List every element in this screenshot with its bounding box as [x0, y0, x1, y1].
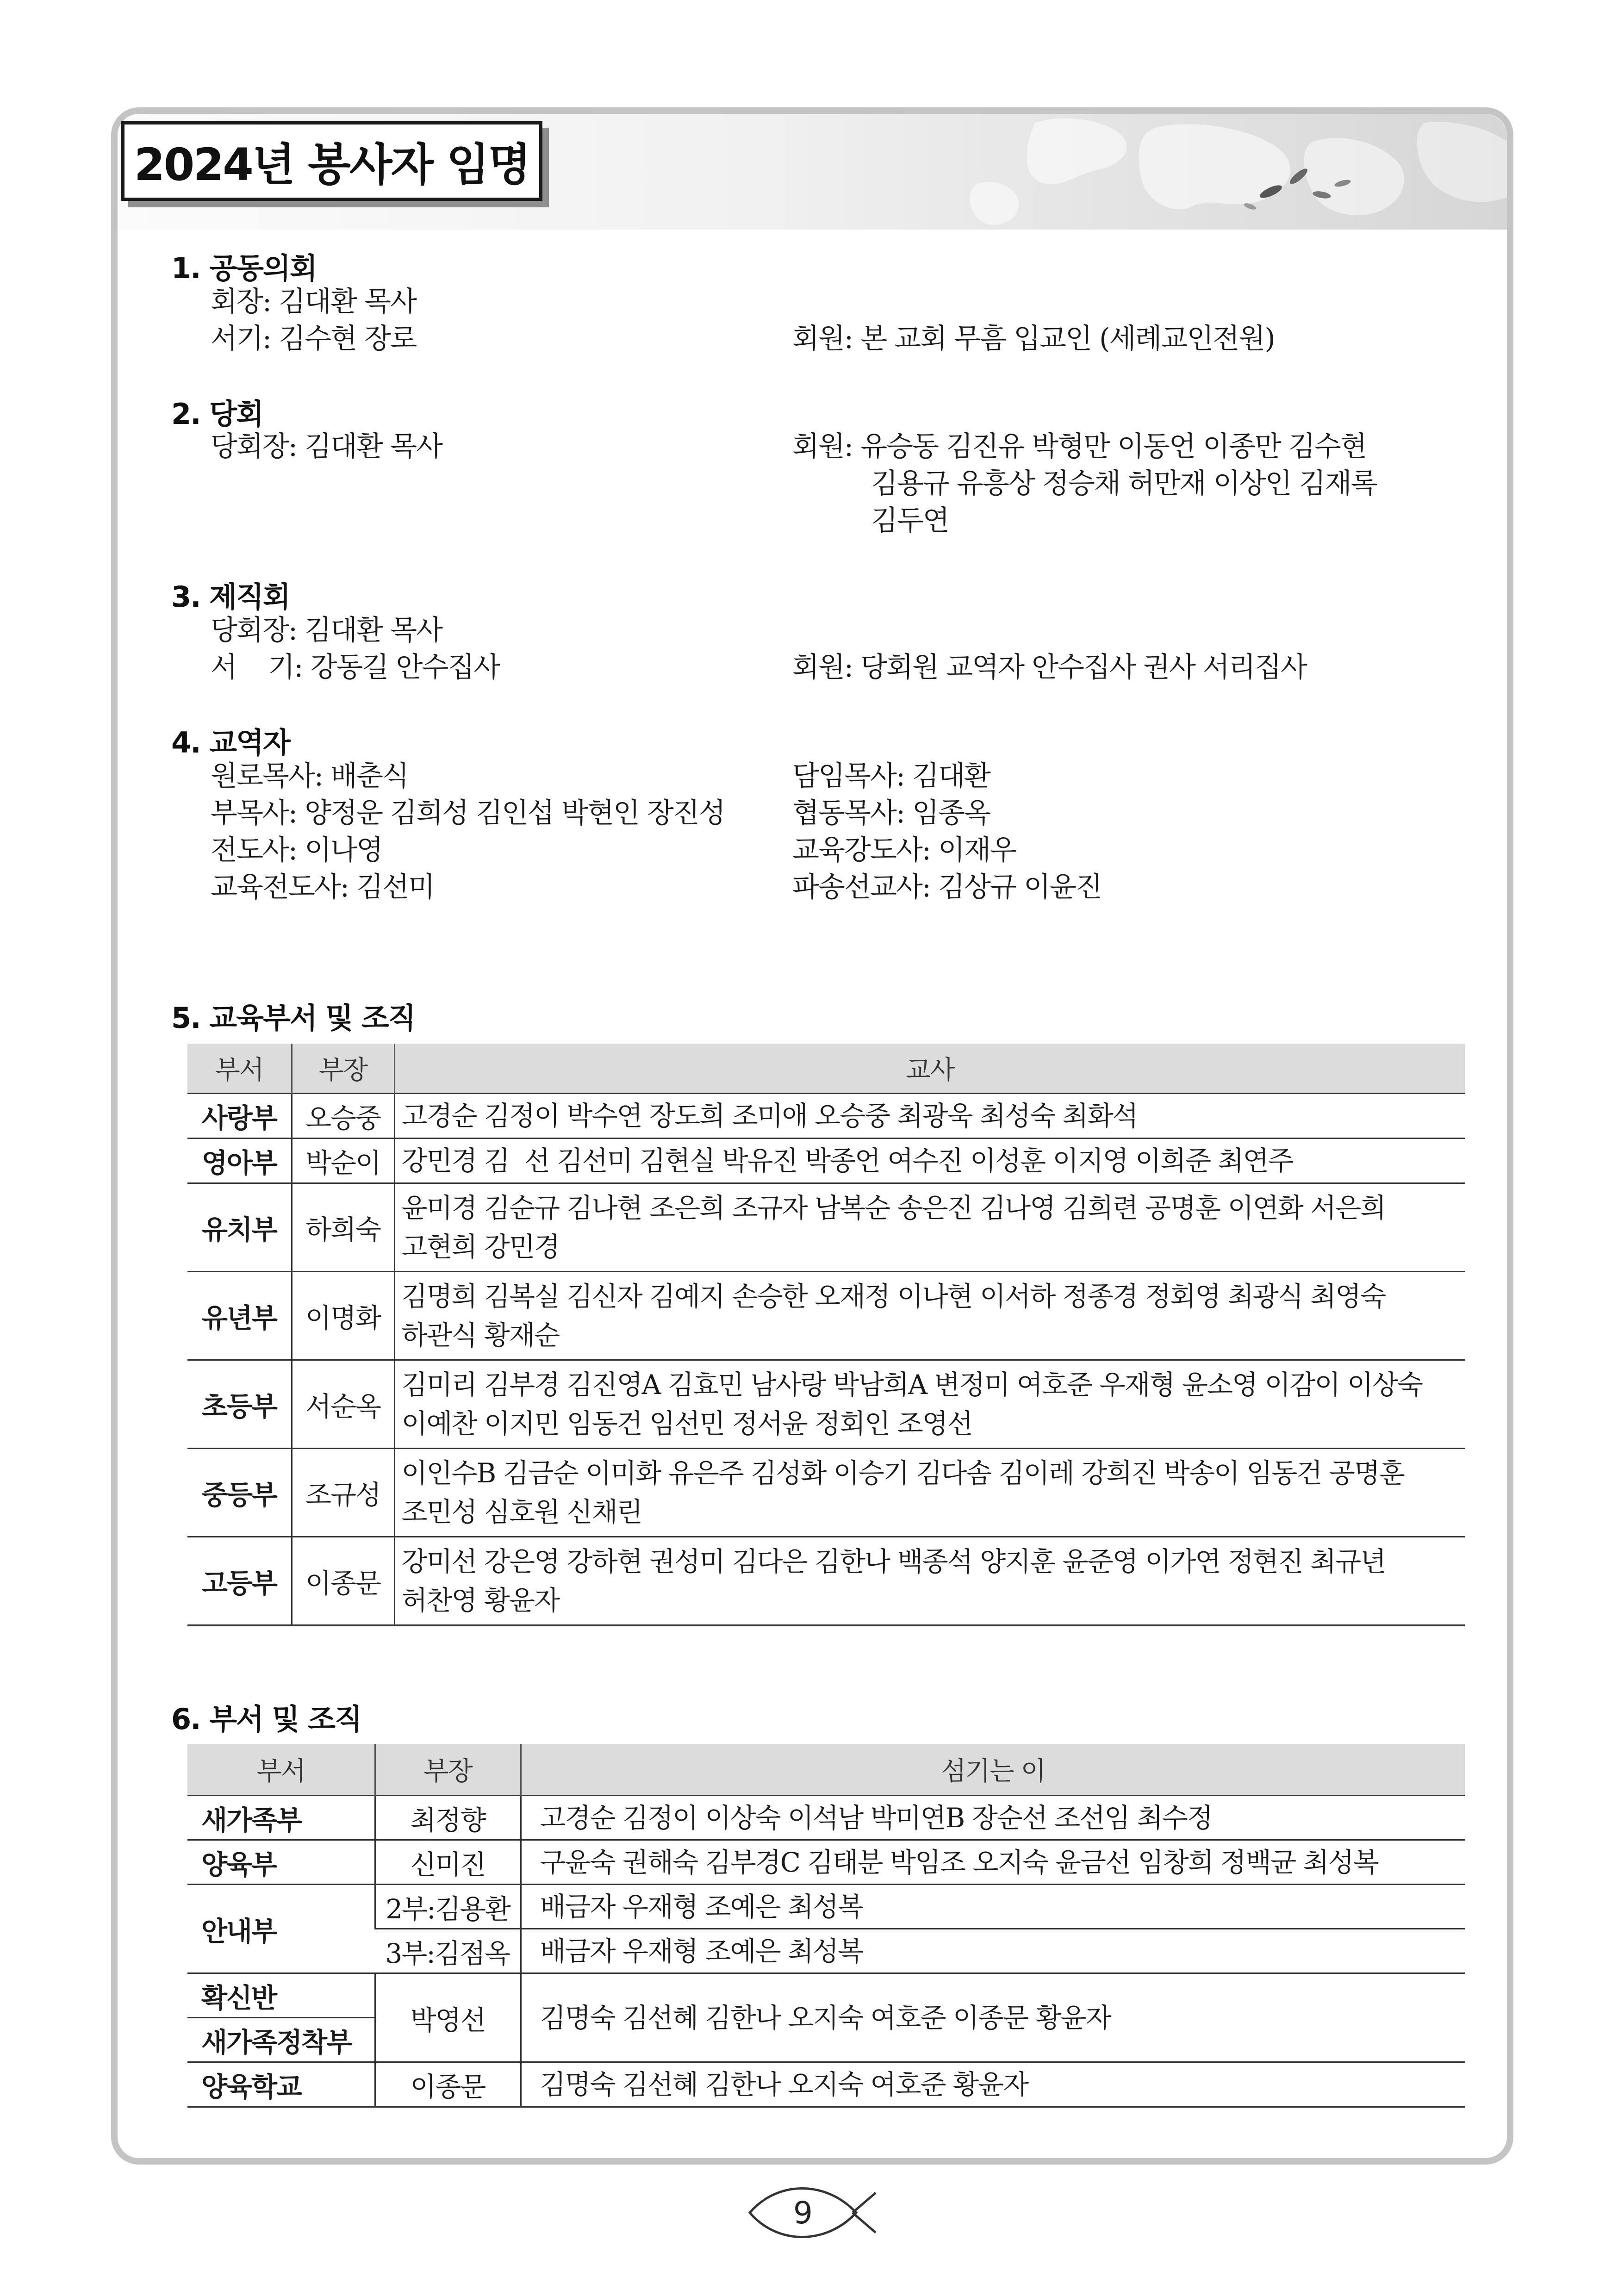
section-heading-5: 5. 교육부서 및 조직: [171, 1001, 415, 1035]
s2-left-line: 당회장: 김대환 목사: [211, 430, 442, 463]
teacher-line: 김미리 김부경 김진영A 김효민 남사랑 박남희A 변정미 여호준 우재형 윤소영 이감이 이상숙: [401, 1369, 1423, 1400]
teacher-list: [394, 1094, 1465, 1139]
teacher-list: [394, 1449, 1465, 1537]
education-dept-table: [187, 1044, 1465, 1626]
dept-head: 오승중: [292, 1094, 394, 1139]
dept-name: 확신반: [187, 1973, 375, 2018]
teacher-line: 하관식 황재순: [401, 1319, 560, 1351]
dept-name: 새가족정착부: [187, 2018, 375, 2062]
table-row: [187, 1139, 1465, 1183]
s2-right-line: 김용규 유흥상 정승채 허만재 이상인 김재록: [871, 467, 1377, 500]
table-row: [187, 1537, 1465, 1626]
dept-head: 하희숙: [292, 1183, 394, 1272]
column-header: 섬기는 이: [521, 1744, 1465, 1796]
column-header: 부서: [187, 1044, 292, 1094]
dept-name: 유치부: [187, 1183, 292, 1272]
member-list: 김명숙 김선혜 김한나 오지숙 여호준 황윤자: [521, 2062, 1465, 2107]
s4-right-line: 담임목사: 김대환: [792, 760, 990, 792]
member-list: 김명숙 김선혜 김한나 오지숙 여호준 이종문 황윤자: [521, 1973, 1465, 2062]
table-row: [187, 1973, 1465, 2018]
teacher-line: 이예찬 이지민 임동건 임선민 정서윤 정회인 조영선: [401, 1408, 972, 1439]
page-title: 2024년 봉사자 임명: [134, 138, 530, 191]
teacher-list: [394, 1139, 1465, 1183]
teacher-list: [394, 1360, 1465, 1449]
teacher-line: 고현희 강민경: [401, 1231, 560, 1263]
member-list: 배금자 우재형 조예은 최성복: [521, 1885, 1465, 1929]
section-heading-1: 1. 공동의회: [171, 251, 317, 285]
dept-head: 이종문: [375, 2062, 521, 2107]
section-heading-2: 2. 당회: [171, 397, 263, 431]
table-header-row: [187, 1744, 1465, 1796]
dept-name: 영아부: [187, 1139, 292, 1183]
member-list: 배금자 우재형 조예은 최성복: [521, 1929, 1465, 1973]
teacher-list: [394, 1183, 1465, 1272]
teacher-list: [394, 1272, 1465, 1360]
dept-head: 이종문: [292, 1537, 394, 1626]
dept-head: 박순이: [292, 1139, 394, 1183]
page-number-badge: [745, 2183, 879, 2243]
teacher-line: 강민경 김 선 김선미 김현실 박유진 박종언 여수진 이성훈 이지영 이희준 최연주: [401, 1145, 1293, 1176]
teacher-line: 윤미경 김순규 김나현 조은희 조규자 남복순 송은진 김나영 김희련 공명훈 이연화 서은희: [401, 1192, 1386, 1224]
section-heading-3: 3. 제직회: [171, 580, 290, 614]
dept-head: 서순옥: [292, 1360, 394, 1449]
table-row: [187, 1840, 1465, 1885]
teacher-line: 이인수B 김금순 이미화 유은주 김성화 이승기 김다솜 김이레 강희진 박송이 임동건 공명훈: [401, 1457, 1404, 1489]
column-header: 부서: [187, 1744, 375, 1796]
table-row: [187, 1094, 1465, 1139]
page-title-box: [121, 121, 542, 201]
dept-head: 최정향: [375, 1796, 521, 1840]
section-heading-4: 4. 교역자: [171, 726, 290, 759]
teacher-line: 김명희 김복실 김신자 김예지 손승한 오재정 이나현 이서하 정종경 정회영 최광식 최영숙: [401, 1281, 1386, 1312]
dept-name: 유년부: [187, 1272, 292, 1360]
teacher-line: 허찬영 황윤자: [401, 1585, 560, 1616]
teacher-line: 고경순 김정이 박수연 장도희 조미애 오승중 최광욱 최성숙 최화석: [401, 1100, 1138, 1132]
table-row: [187, 1885, 1465, 1929]
s2-right-line: 김두연: [871, 504, 949, 537]
dept-name: 사랑부: [187, 1094, 292, 1139]
s4-right-line: 교육강도사: 이재우: [792, 834, 1016, 866]
column-header: 부장: [292, 1044, 394, 1094]
s4-left-line: 전도사: 이나영: [211, 834, 383, 866]
s1-left-line: 회장: 김대환 목사: [211, 286, 417, 318]
dept-name: 초등부: [187, 1360, 292, 1449]
s4-right-line: 파송선교사: 김상규 이윤진: [792, 871, 1101, 903]
table-row: [187, 1272, 1465, 1360]
s3-left-line: 당회장: 김대환 목사: [211, 614, 442, 647]
s1-right-line: 회원: 본 교회 무흠 입교인 (세례교인전원): [792, 323, 1275, 355]
page-number: 9: [793, 2195, 813, 2231]
s4-left-line: 원로목사: 배춘식: [211, 760, 409, 792]
s2-right-line: 회원: 유승동 김진유 박형만 이동언 이종만 김수현: [792, 430, 1366, 463]
dept-head: 조규성: [292, 1449, 394, 1537]
dept-name: 새가족부: [187, 1796, 375, 1840]
teacher-line: 강미선 강은영 강하현 권성미 김다은 김한나 백종석 양지훈 윤준영 이가연 정현진 최규년: [401, 1546, 1386, 1577]
dept-head: 박영선: [375, 1973, 521, 2062]
dept-head: 3부:김점옥: [375, 1929, 521, 1973]
table-row: [187, 2062, 1465, 2107]
teacher-line: 조민성 심호원 신채린: [401, 1496, 642, 1528]
s4-left-line: 교육전도사: 김선미: [211, 871, 434, 903]
table-row: [187, 1183, 1465, 1272]
table-row: [187, 1449, 1465, 1537]
member-list: 고경순 김정이 이상숙 이석남 박미연B 장순선 조선임 최수정: [521, 1796, 1465, 1840]
table-row: [187, 1360, 1465, 1449]
dept-head: 2부:김용환: [375, 1885, 521, 1929]
teacher-list: [394, 1537, 1465, 1626]
dept-name: 중등부: [187, 1449, 292, 1537]
dept-name: 양육부: [187, 1840, 375, 1885]
table-row: [187, 1796, 1465, 1840]
world-map-decoration: [859, 114, 1507, 230]
ministry-dept-table: [187, 1744, 1465, 2108]
dept-name: 양육학교: [187, 2062, 375, 2107]
member-list: 구윤숙 권해숙 김부경C 김태분 박임조 오지숙 윤금선 임창희 정백균 최성복: [521, 1840, 1465, 1885]
dept-head: 신미진: [375, 1840, 521, 1885]
column-header: 부장: [375, 1744, 521, 1796]
s3-right-line: 회원: 당회원 교역자 안수집사 권사 서리집사: [792, 651, 1307, 684]
column-header: 교사: [394, 1044, 1465, 1094]
s1-left-line: 서기: 김수현 장로: [211, 323, 417, 355]
section-heading-6: 6. 부서 및 조직: [171, 1702, 361, 1736]
table-row: [187, 1929, 1465, 1973]
table-header-row: [187, 1044, 1465, 1094]
dept-name: 안내부: [187, 1885, 375, 1973]
dept-head: 이명화: [292, 1272, 394, 1360]
s4-left-line: 부목사: 양정운 김희성 김인섭 박현인 장진성: [211, 797, 725, 829]
dept-name: 고등부: [187, 1537, 292, 1626]
s4-right-line: 협동목사: 임종옥: [792, 797, 990, 829]
s3-left-line: 서 기: 강동길 안수집사: [211, 651, 500, 684]
